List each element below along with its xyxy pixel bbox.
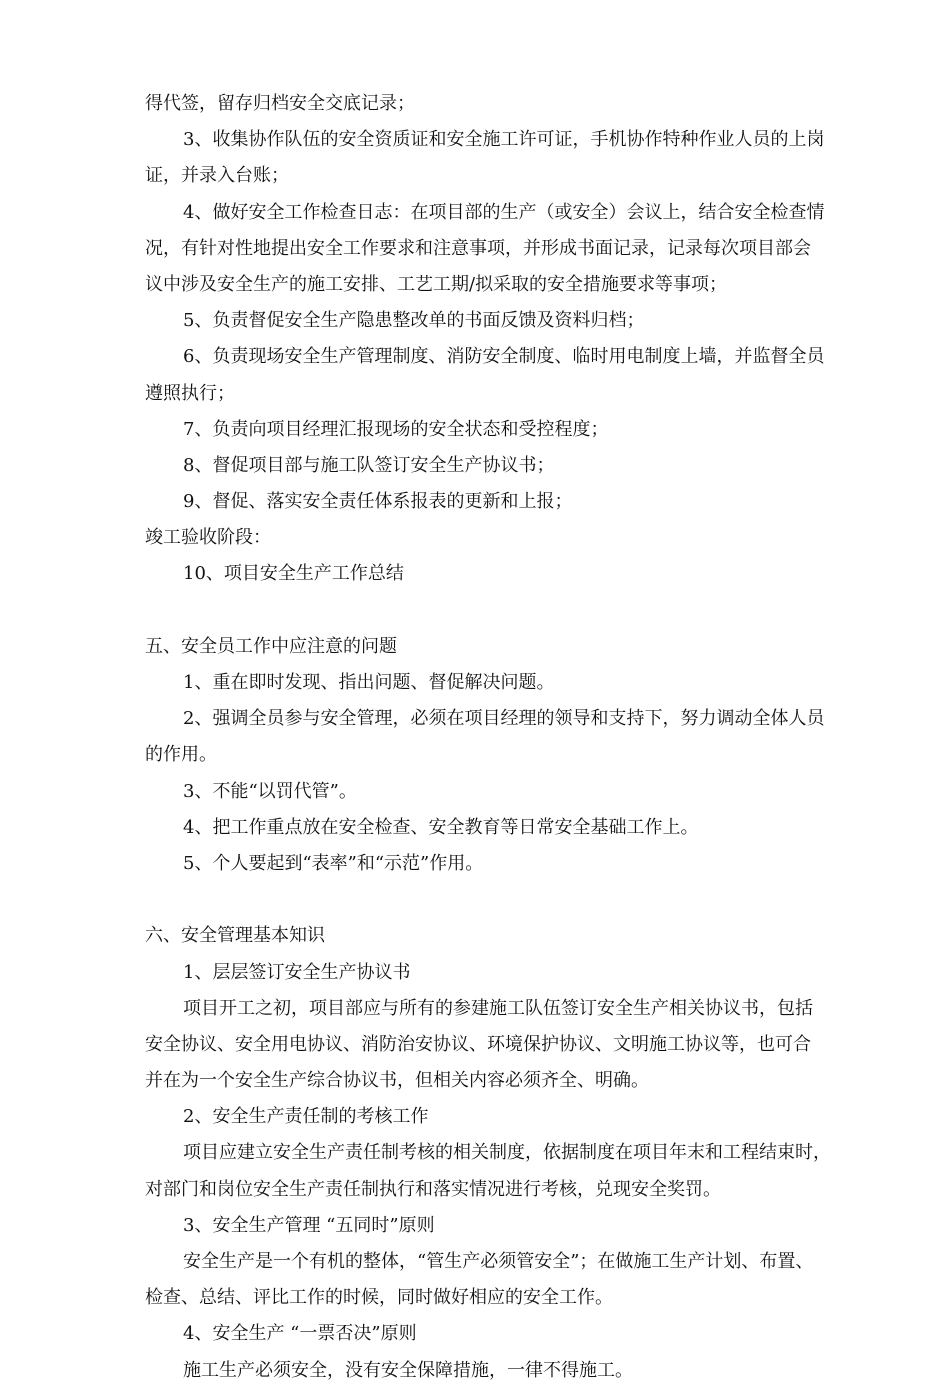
text-line: 证，并录入台账； (145, 165, 289, 187)
document-body (145, 86, 865, 1389)
text-line: 3、收集协作队伍的安全资质证和安全施工许可证，手机协作特种作业人员的上岗 (183, 129, 825, 151)
text-line: 4、把工作重点放在安全检查、安全教育等日常安全基础工作上。 (183, 816, 699, 838)
text-line: 得代签，留存归档安全交底记录； (145, 93, 415, 114)
text-line: 10、项目安全生产工作总结 (183, 563, 404, 585)
text-line: 1、重在即时发现、指出问题、督促解决问题。 (183, 672, 555, 693)
text-line: 3、安全生产管理 “五同时”原则 (183, 1214, 435, 1236)
text-line: 遵照执行； (145, 382, 235, 404)
text-line: 2、强调全员参与安全管理，必须在项目经理的领导和支持下，努力调动全体人员 (183, 708, 825, 730)
text-line: 4、做好安全工作检查日志：在项目部的生产（或安全）会议上，结合安全检查情 (183, 201, 825, 223)
text-line: 况，有针对性地提出安全工作要求和注意事项，并形成书面记录，记录每次项目部会 (145, 237, 811, 259)
text-line: 安全协议、安全用电协议、消防治安协议、环境保护协议、文明施工协议等，也可合 (145, 1033, 811, 1055)
text-line: 5、负责督促安全生产隐患整改单的书面反馈及资料归档； (183, 310, 645, 332)
text-line: 对部门和岗位安全生产责任制执行和落实情况进行考核，兑现安全奖罚。 (145, 1178, 721, 1200)
text-line: 施工生产必须安全，没有安全保障措施，一律不得施工。 (183, 1359, 633, 1381)
text-line: 7、负责向项目经理汇报现场的安全状态和受控程度； (183, 418, 609, 440)
text-line: 8、督促项目部与施工队签订安全生产协议书； (183, 454, 555, 476)
text-line: 9、督促、落实安全责任体系报表的更新和上报； (183, 491, 573, 513)
text-line: 议中涉及安全生产的施工安排、工艺工期/拟采取的安全措施要求等事项； (145, 273, 728, 295)
blank-line (145, 593, 865, 629)
text-line: 的作用。 (145, 744, 217, 766)
text-line: 2、安全生产责任制的考核工作 (183, 1106, 429, 1128)
text-line: 并在为一个安全生产综合协议书，但相关内容必须齐全、明确。 (145, 1070, 649, 1092)
text-line: 1、层层签订安全生产协议书 (183, 961, 411, 983)
text-line: 项目开工之初，项目部应与所有的参建施工队伍签订安全生产相关协议书，包括 (183, 997, 813, 1019)
text-line: 项目应建立安全生产责任制考核的相关制度，依据制度在项目年末和工程结束时， (183, 1142, 831, 1164)
text-line: 5、个人要起到“表率”和“示范”作用。 (183, 852, 484, 874)
text-line: 安全生产是一个有机的整体，“管生产必须管安全”；在做施工生产计划、布置、 (183, 1251, 814, 1272)
text-line: 检查、总结、评比工作的时候，同时做好相应的安全工作。 (145, 1287, 613, 1309)
text-line: 五、安全员工作中应注意的问题 (145, 635, 397, 657)
text-line: 竣工验收阶段： (145, 527, 271, 549)
text-line: 4、安全生产 “一票否决”原则 (183, 1323, 417, 1345)
blank-line (145, 882, 865, 918)
text-line: 3、不能“以罚代管”。 (183, 780, 357, 802)
text-line: 6、负责现场安全生产管理制度、消防安全制度、临时用电制度上墙，并监督全员 (183, 346, 825, 368)
text-line: 六、安全管理基本知识 (145, 925, 325, 947)
